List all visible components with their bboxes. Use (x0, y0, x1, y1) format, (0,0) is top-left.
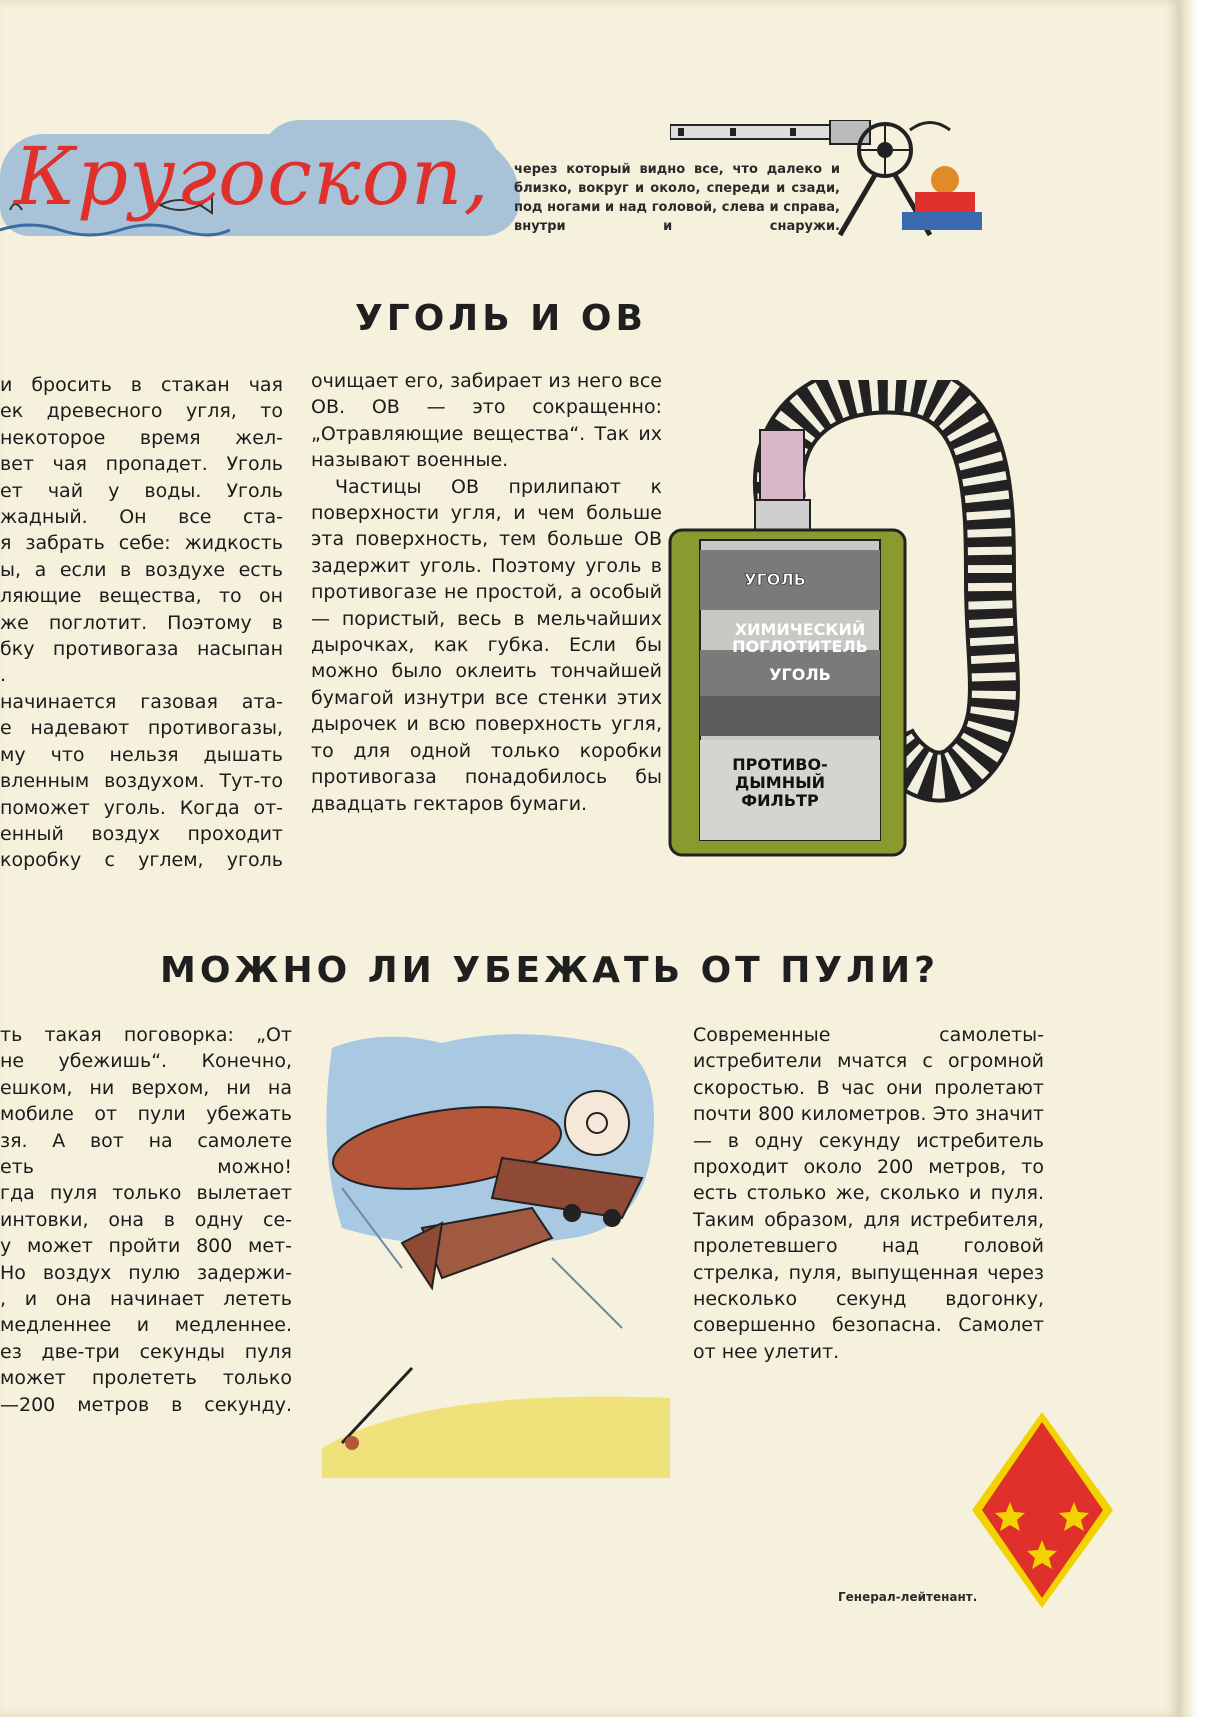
article2-col1-line: еть можно! (0, 1156, 292, 1179)
article2-col1-line: интовки, она в одну се- (0, 1208, 292, 1231)
magazine-section-title: Кругоскоп, (14, 130, 490, 223)
label-filter-2: ДЫМНЫЙ (734, 773, 826, 792)
article2-col1-line: медленнее и медленнее. (0, 1314, 292, 1337)
article1-col1-line: вет чая пропадет. Уголь (0, 453, 283, 476)
article1-col1-line: . (0, 664, 7, 687)
periscope-gadget-icon (670, 120, 990, 240)
article2-column-1 (0, 1022, 292, 1422)
article2-col1-line: —200 метров в секунду. (0, 1393, 292, 1416)
article2-col1-line: ешком, ни верхом, ни на (0, 1076, 292, 1099)
label-coal-bottom: УГОЛЬ (769, 665, 831, 684)
article1-col1-line: вленным воздухом. Тут-то (0, 770, 283, 793)
label-filter-3: ФИЛЬТР (741, 791, 819, 810)
fighter-plane-illustration (322, 1028, 670, 1478)
label-chem-2: ПОГЛОТИТЕЛЬ (732, 637, 868, 656)
article2-col1-line: не убежишь“. Конечно, (0, 1050, 292, 1073)
article1-column-2 (311, 368, 662, 878)
article1-col1-line: поможет уголь. Когда от- (0, 796, 283, 819)
article1-col1-line: ы, а если в воздухе есть (0, 558, 283, 581)
article2-col1-line: может пролететь только (0, 1367, 292, 1390)
article1-col1-line: некоторое время жел- (0, 426, 283, 449)
label-coal-top: УГОЛЬ (744, 570, 806, 589)
article2-col1-line: ез две-три секунды пуля (0, 1340, 292, 1363)
article-heading-coal: УГОЛЬ И ОВ (355, 298, 647, 339)
general-lieutenant-insignia (970, 1410, 1115, 1610)
article2-col1-line: зя. А вот на самолете (0, 1129, 292, 1152)
article2-col1-line: , и она начинает лететь (0, 1288, 292, 1311)
article-heading-bullet: МОЖНО ЛИ УБЕЖАТЬ ОТ ПУЛИ? (160, 950, 940, 991)
article1-col1-line: е надевают противогазы, (0, 717, 283, 740)
article1-paragraph-1: очищает его, забирает из него все ОВ. ОВ — это сокращенно: „Отравляющие вещества“. Так их называют военные. (311, 370, 662, 472)
article2-col1-line: гда пуля только вылетает (0, 1182, 292, 1205)
insignia-caption: Генерал-лейтенант. (838, 1590, 978, 1604)
article1-column-1 (0, 372, 283, 876)
article2-col1-line: мобиле от пули убежать (0, 1103, 292, 1126)
article1-col1-line: бку противогаза насыпан (0, 638, 283, 661)
article2-paragraph: Современные самолеты-истребители мчатся с огромной скоростью. В час они пролетают почти 800 километров. Это значит — в одну секунду истребитель проходит около 200 метров, то есть столько же, сколько и пуля. Таким образом, для истребителя, пролетевшего над головой стрелка, пуля, выпущенная через несколько секунд вдогонку, совершенно безопасна. Самолет от нее улетит. (693, 1024, 1044, 1363)
page-edge (1180, 0, 1198, 1717)
article1-paragraph-2: Частицы ОВ прилипают к поверхности угля, и чем больше эта поверхность, тем больше ОВ задержит уголь. Поэтому уголь в противогазе не простой, а особый — пористый, весь в мельчайших дырочках, как губка. Если бы можно было оклеить тончайшей бумагой изнутри все стенки этих дырочек и всю поверхность угля, то для одной только коробки противогаза понадобилось бы двадцать гектаров бумаги. (311, 475, 662, 815)
article1-col1-line: же поглотит. Поэтому в (0, 611, 283, 634)
label-filter-1: ПРОТИВО- (732, 755, 828, 774)
article1-col1-line: му что нельзя дышать (0, 743, 283, 766)
article2-column-2 (693, 1022, 1044, 1402)
article1-col1-line: ет чай у воды. Уголь (0, 479, 283, 502)
article1-col1-line: я забрать себе: жидкость (0, 532, 283, 555)
article1-col1-line: енный воздух проходит (0, 822, 283, 845)
article2-col1-line: ть такая поговорка: „От (0, 1024, 292, 1046)
article1-col1-line: и бросить в стакан чая (0, 374, 283, 396)
header-banner (0, 120, 1000, 240)
gas-mask-canister-illustration (660, 380, 1060, 860)
banner-caption: через который видно все, что далеко и близко, вокруг и около, спереди и сзади, под ногами и над головой, слева и справа, внутри и снаружи. (514, 162, 840, 234)
article1-col1-line: ляющие вещества, то он (0, 585, 283, 608)
article1-col1-line: начинается газовая ата- (0, 690, 283, 713)
article1-col1-line: коробку с углем, уголь (0, 849, 283, 872)
label-chem-1: ХИМИЧЕСКИЙ (734, 620, 866, 639)
article1-col1-line: ек древесного угля, то (0, 400, 283, 423)
article2-col1-line: Но воздух пулю задержи- (0, 1261, 292, 1284)
article2-col1-line: у может пройти 800 мет- (0, 1235, 292, 1258)
article1-col1-line: жадный. Он все ста- (0, 506, 283, 529)
